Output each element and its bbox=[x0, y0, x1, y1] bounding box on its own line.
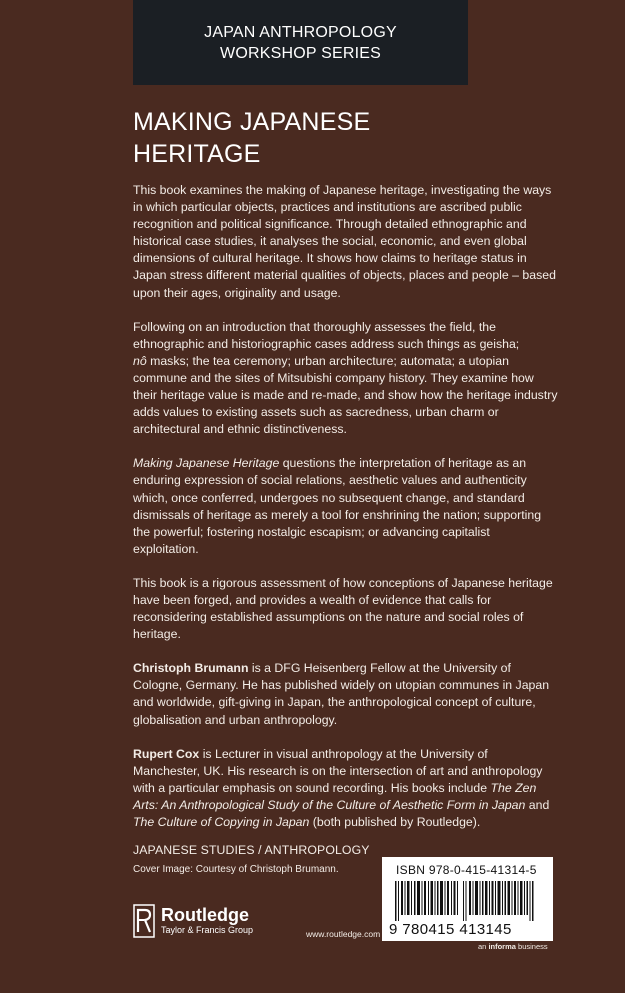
blurb-p3-book-title: Making Japanese Heritage bbox=[133, 456, 280, 471]
barcode-digits: 9 780415 413145 bbox=[389, 921, 512, 938]
author-bio-1 bbox=[133, 660, 558, 728]
series-banner bbox=[133, 0, 468, 85]
informa-brand: informa bbox=[488, 942, 516, 951]
isbn-barcode-box bbox=[382, 857, 553, 941]
routledge-emblem-icon bbox=[133, 904, 155, 938]
publisher-website: www.routledge.com bbox=[306, 929, 381, 939]
author-2-name: Rupert Cox bbox=[133, 746, 200, 761]
author-bio-2 bbox=[133, 746, 558, 831]
book-title-line-2: HERITAGE bbox=[133, 140, 261, 168]
isbn-number: ISBN 978-0-415-41314-5 bbox=[396, 863, 537, 877]
blurb-paragraph-1: This book examines the making of Japanese heritage, investigating the ways in which particular objects, practices and institutions are ascribed public recognition and political significance. Through detailed ethnographic and historical case studies, it analyses the social, economic, and even global dimensions of cultural heritage. It shows how claims to heritage status in Japan stress different material qualities of objects, places and people – based upon their ages, originality and usage. bbox=[133, 183, 556, 300]
blurb-p3-rest: questions the interpretation of heritage as an enduring expression of social relations, aesthetic values and authenticity which, once conferred, undergoes no subsequent change, and standard dismissals of heritage as merely a tool for enshrining the nation; supporting the powerful; fostering nostalgic escapism; or advancing capitalist exploitation. bbox=[133, 456, 542, 556]
blurb-p2-part-a: Following on an introduction that thoroughly assesses the field, the ethnographic and historiographic cases address such things as geisha; bbox=[133, 319, 520, 351]
author-1-name: Christoph Brumann bbox=[133, 661, 249, 676]
informa-suffix: business bbox=[515, 942, 548, 951]
author-2-bio-c: (both published by Routledge). bbox=[309, 815, 481, 829]
blurb-paragraph-4: This book is a rigorous assessment of how conceptions of Japanese heritage have been forged, and provides a wealth of evidence that calls for reconsidering established assumptions on the nature and social roles of heritage. bbox=[133, 575, 553, 642]
author-1-bio: is a DFG Heisenberg Fellow at the University of Cologne, Germany. He has published widely on utopian communes in Japan and worldwide, gift-giving in Japan, the anthropological concept of culture, globalisation and urban anthropology. bbox=[133, 661, 550, 727]
subject-category: JAPANESE STUDIES / ANTHROPOLOGY bbox=[133, 843, 370, 857]
publisher-name: Routledge bbox=[161, 905, 249, 925]
routledge-logo bbox=[133, 904, 253, 938]
author-2-book-1: The Zen Arts: An Anthropological Study of the Culture of Aesthetic Form in Japan bbox=[133, 780, 537, 812]
blurb bbox=[133, 182, 558, 848]
blurb-paragraph-3 bbox=[133, 455, 558, 558]
informa-prefix: an bbox=[478, 942, 489, 951]
publisher-subtitle: Taylor & Francis Group bbox=[161, 925, 254, 935]
informa-business-tag bbox=[478, 942, 548, 951]
book-title bbox=[133, 106, 370, 170]
book-title-line-1: MAKING JAPANESE bbox=[133, 108, 371, 136]
cover-image-credit: Cover Image: Courtesy of Christoph Brumann. bbox=[133, 864, 339, 875]
barcode-icon bbox=[393, 881, 543, 921]
blurb-p2-part-b: masks; the tea ceremony; urban architecture; automata; a utopian commune and the sites of Mitsubishi company history. They examine how their heritage value is made and re-made, and show how the heritage industry adds values to existing assets such as sacredness, urban charm or architectural and ethnic distinctiveness. bbox=[133, 353, 558, 437]
author-2-bio-a: is Lecturer in visual anthropology at the University of Manchester, UK. His research is on the intersection of art and anthropology with a particular emphasis on sound recording. His books include bbox=[133, 746, 543, 795]
series-line-1: JAPAN ANTHROPOLOGY bbox=[204, 23, 397, 41]
blurb-paragraph-2 bbox=[133, 319, 558, 439]
author-2-bio-b: and bbox=[525, 797, 550, 812]
blurb-p2-italic: nô bbox=[133, 353, 147, 368]
series-line-2: WORKSHOP SERIES bbox=[220, 44, 381, 62]
author-2-book-2: The Culture of Copying in Japan bbox=[133, 815, 310, 829]
